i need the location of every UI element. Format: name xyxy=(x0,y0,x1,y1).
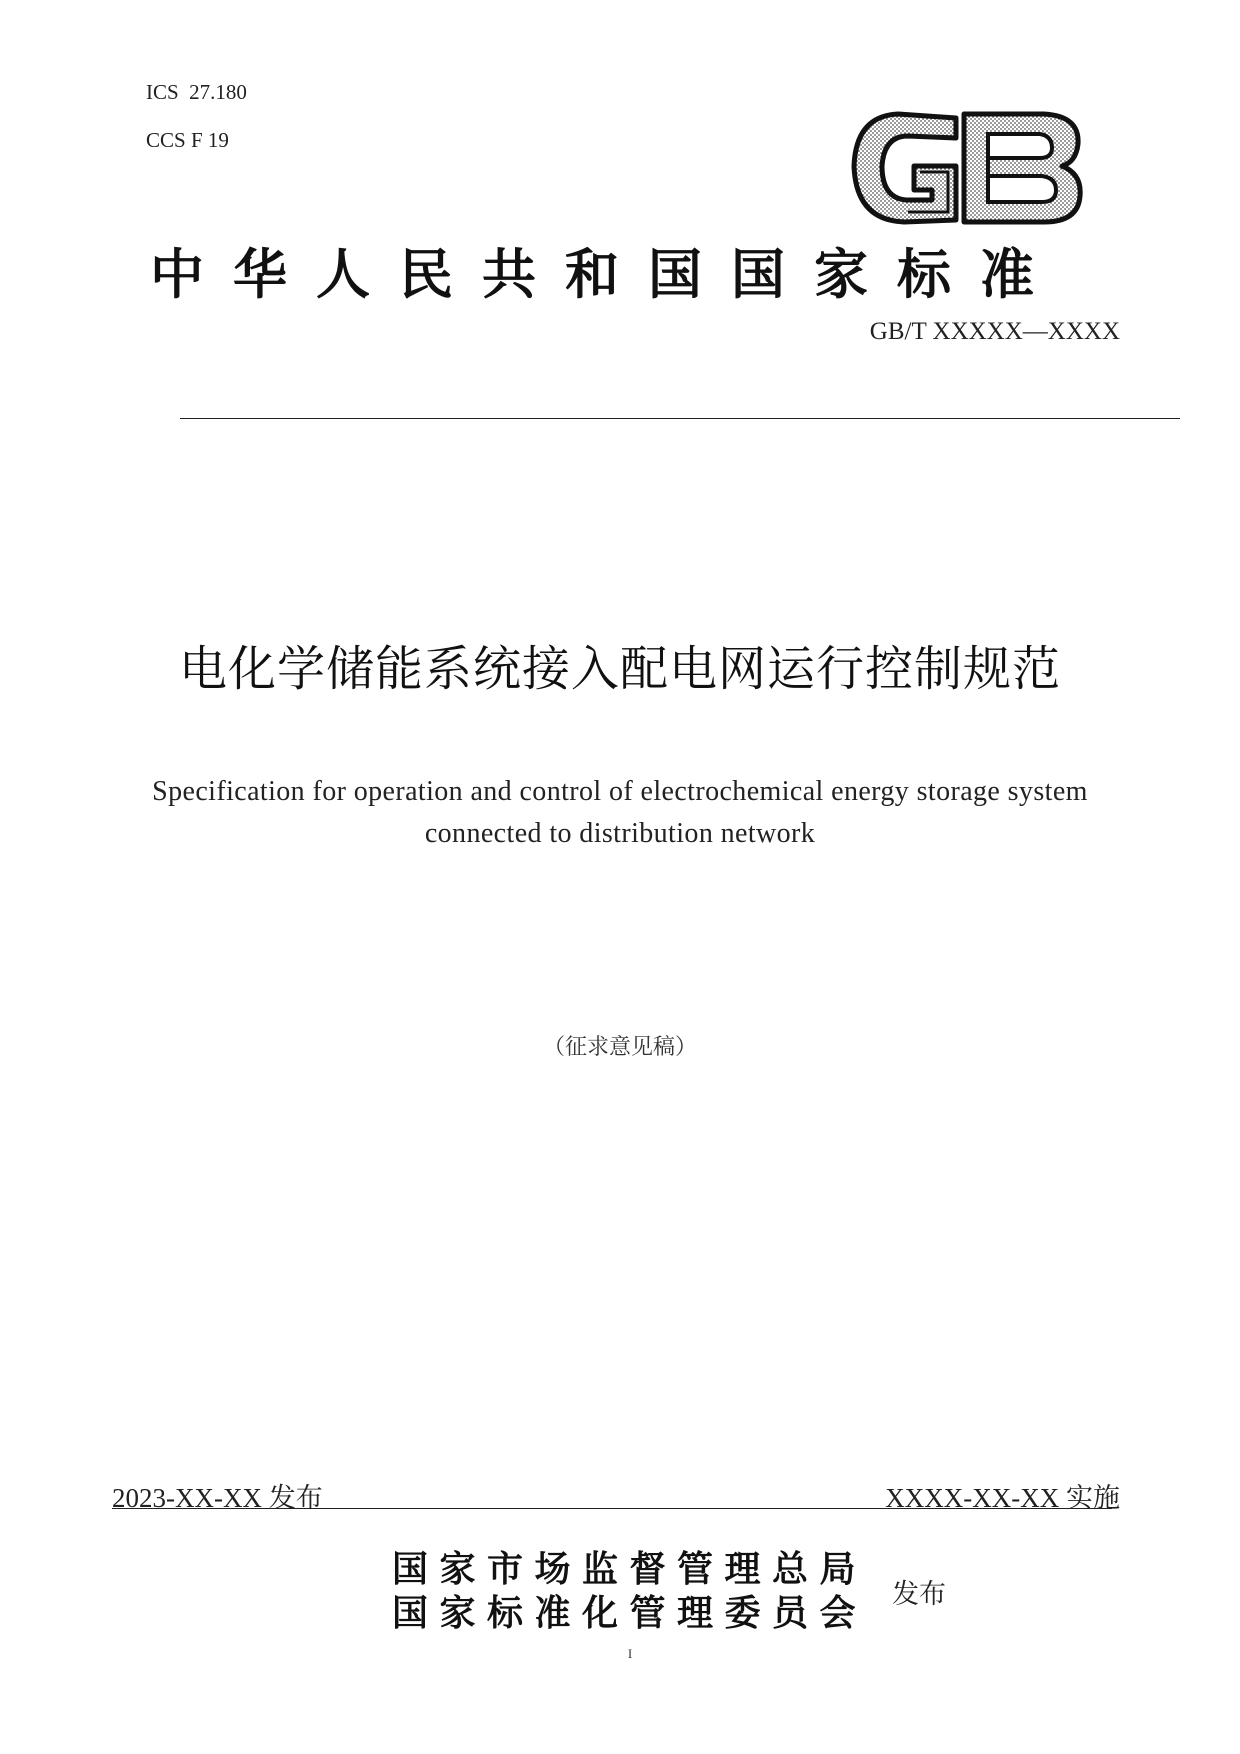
header-divider xyxy=(180,418,1180,419)
draft-status-label: （征求意见稿） xyxy=(542,1035,697,1060)
publish-date: 2023-XX-XX 发布 xyxy=(112,1483,323,1513)
ccs-code: CCS F 19 xyxy=(146,128,229,152)
issuer-samr: 国家市场监督管理总局 xyxy=(392,1549,868,1590)
national-standard-title: 中华人民共和国国家标准 xyxy=(150,243,1063,306)
issuer-sac: 国家标准化管理委员会 xyxy=(392,1593,868,1634)
standard-number: GB/T XXXXX—XXXX xyxy=(869,318,1120,345)
ics-code: ICS 27.180 xyxy=(146,80,247,104)
document-title-en-line1: Specification for operation and control of electrochemical energy storage system xyxy=(152,776,1088,807)
page-number: I xyxy=(627,1646,633,1661)
issue-label: 发布 xyxy=(892,1579,946,1610)
implement-date: XXXX-XX-XX 实施 xyxy=(885,1483,1120,1513)
issuer-block xyxy=(392,1548,867,1636)
gb-logo xyxy=(848,104,1084,230)
footer-divider xyxy=(112,1508,1112,1509)
document-title-en-line2: connected to distribution network xyxy=(424,818,816,849)
document-title-zh: 电化学储能系统接入配电网运行控制规范 xyxy=(178,641,1061,697)
